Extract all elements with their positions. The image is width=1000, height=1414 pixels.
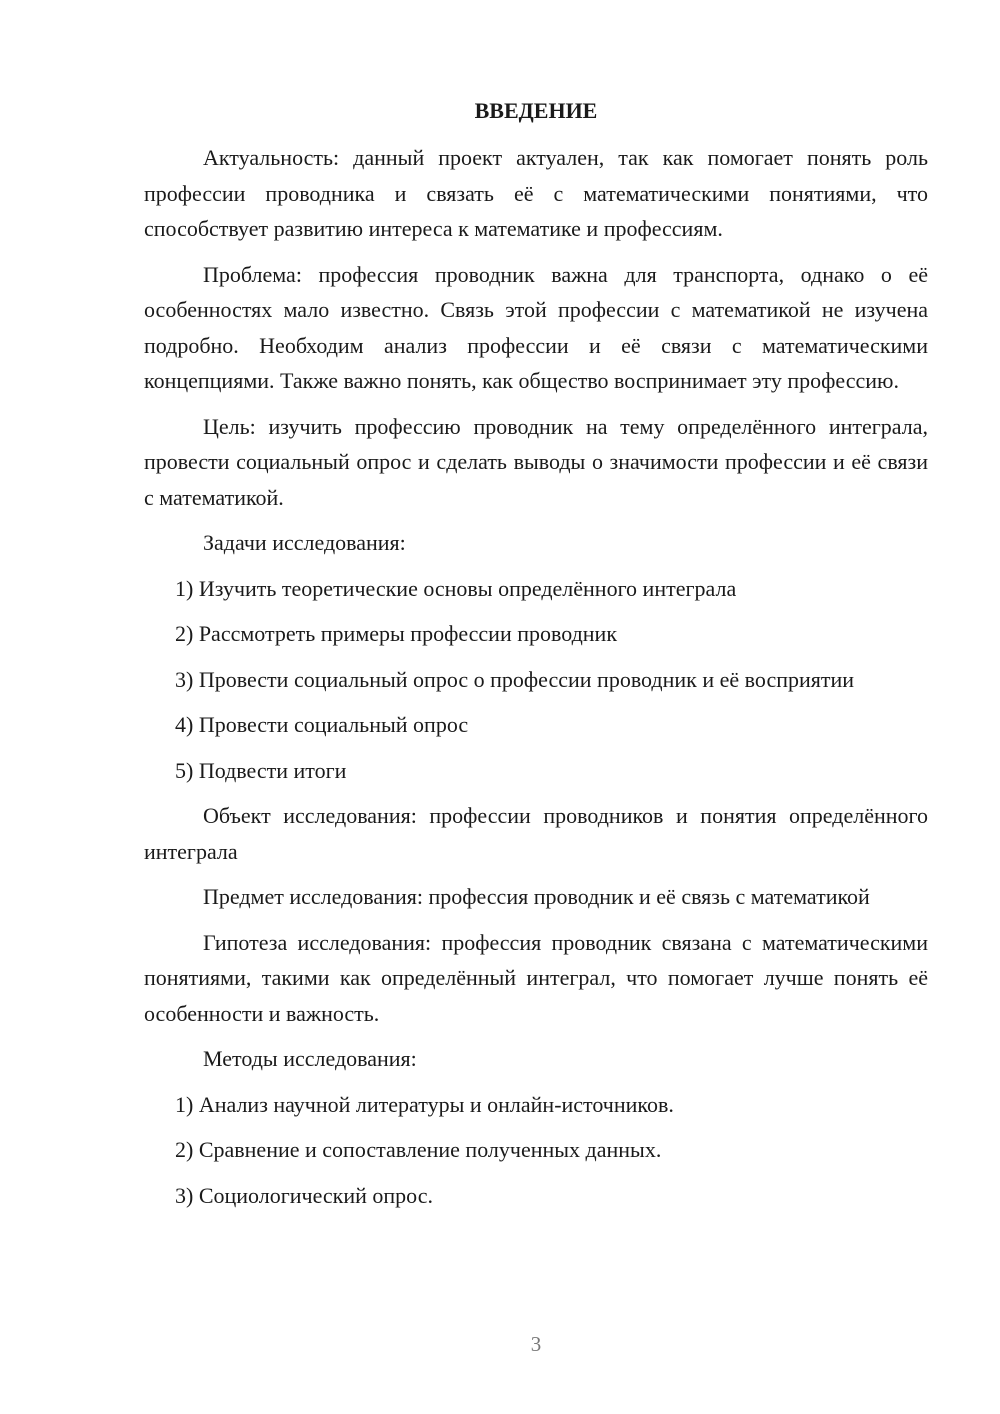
methods-heading: Методы исследования:	[203, 1046, 417, 1071]
method-item-3: 3) Социологический опрос.	[175, 1182, 433, 1208]
method-item-1: 1) Анализ научной литературы и онлайн-источников.	[175, 1091, 674, 1117]
problem-paragraph: Проблема: профессия проводник важна для транспорта, однако о её особенностях мало известно. Связь этой профессии с математикой не изучена подробно. Необходим анализ профессии и её связи с математическими концепциями. Также важно понять, как общество воспринимает эту профессию.	[144, 261, 928, 393]
relevance-paragraph: Актуальность: данный проект актуален, так как помогает понять роль профессии проводника и связать её с математическими понятиями, что способствует развитию интереса к математике и профессиям.	[144, 145, 928, 241]
document-page	[144, 96, 928, 1223]
method-item-2: 2) Сравнение и сопоставление полученных данных.	[175, 1137, 662, 1162]
document-title: ВВЕДЕНИЕ	[474, 98, 598, 123]
goal-paragraph: Цель: изучить профессию проводник на тему определённого интеграла, провести социальный опрос и сделать выводы о значимости профессии и её связи с математикой.	[144, 413, 928, 510]
object-paragraph: Объект исследования: профессии проводников и понятия определённого интеграла	[144, 803, 928, 864]
task-item-2: 2) Рассмотреть примеры профессии проводник	[175, 621, 618, 646]
subject-paragraph: Предмет исследования: профессия проводник и её связь с математикой	[203, 884, 870, 909]
task-item-3: 3) Провести социальный опрос о профессии проводник и её восприятии	[175, 666, 855, 692]
task-item-1: 1) Изучить теоретические основы определённого интеграла	[175, 575, 737, 601]
task-item-5: 5) Подвести итоги	[175, 757, 347, 783]
page-number: 3	[530, 1332, 542, 1356]
hypothesis-paragraph: Гипотеза исследования: профессия проводник связана с математическими понятиями, такими как определённый интеграл, что помогает лучше понять её особенности и важность.	[144, 929, 928, 1026]
task-item-4: 4) Провести социальный опрос	[175, 712, 469, 737]
tasks-heading: Задачи исследования:	[203, 530, 406, 555]
